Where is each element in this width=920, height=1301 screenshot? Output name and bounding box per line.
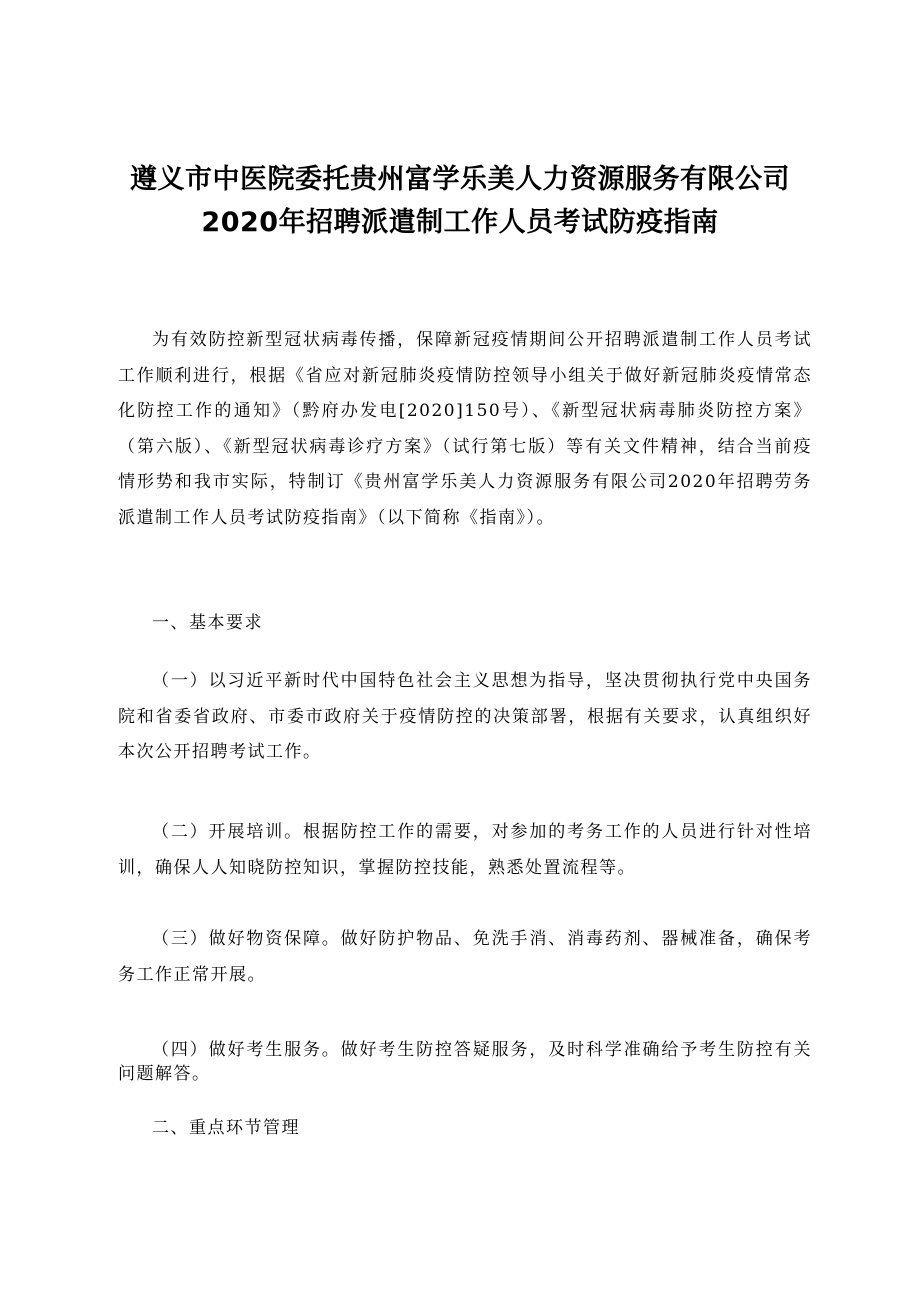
section-heading-key-process-management: 二、重点环节管理 <box>152 1118 300 1138</box>
section1-item-4: （四）做好考生服务。做好考生防控答疑服务，及时科学准确给予考生防控有关问题解答。 <box>118 1040 812 1084</box>
section1-item-2: （二）开展培训。根据防控工作的需要，对参加的考务工作的人员进行针对性培训，确保人人知晓防控知识，掌握防控技能，熟悉处置流程等。 <box>118 822 812 878</box>
section1-item-3: （三）做好物资保障。做好防护物品、免洗手消、消毒药剂、器械准备，确保考务工作正常开展。 <box>118 929 812 985</box>
document-title-line-2: 2020年招聘派遣制工作人员考试防疫指南 <box>201 207 719 238</box>
document-title-line-1: 遵义市中医院委托贵州富学乐美人力资源服务有限公司 <box>130 164 790 195</box>
section-heading-basic-requirements: 一、基本要求 <box>152 613 263 633</box>
section1-item-1: （一）以习近平新时代中国特色社会主义思想为指导，坚决贯彻执行党中央国务院和省委省政府、市委市政府关于疫情防控的决策部署，根据有关要求，认真组织好本次公开招聘考试工作。 <box>118 671 812 762</box>
intro-paragraph: 为有效防控新型冠状病毒传播，保障新冠疫情期间公开招聘派遣制工作人员考试工作顺利进行，根据《省应对新冠肺炎疫情防控领导小组关于做好新冠肺炎疫情常态化防控工作的通知》（黔府办发电[2020]150号）、《新型冠状病毒肺炎防控方案》（第六版）、《新型冠状病毒诊疗方案》（试行第七版）等有关文件精神，结合当前疫情形势和我市实际，特制订《贵州富学乐美人力资源服务有限公司2020年招聘劳务派遣制工作人员考试防疫指南》（以下简称《指南》）。 <box>118 330 812 528</box>
